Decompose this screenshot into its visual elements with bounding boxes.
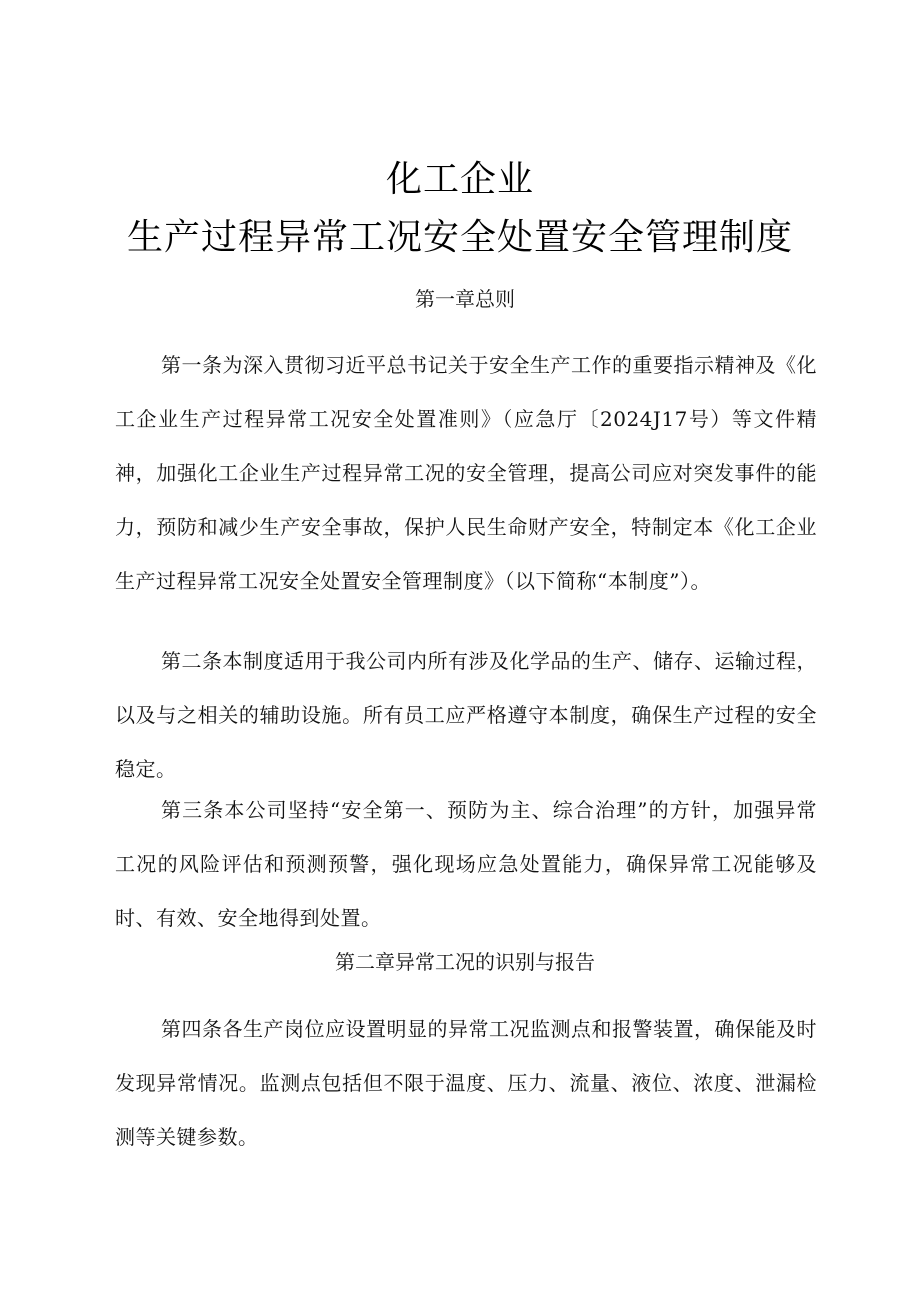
article-1: 第一条为深入贯彻习近平总书记关于安全生产工作的重要指示精神及《化工企业生产过程异常工况安全处置准则》（应急厅〔2024J17号）等文件精神，加强化工企业生产过程异常工况的安全管理，提高公司应对突发事件的能力，预防和减少生产安全事故，保护人民生命财产安全，特制定本《化工企业生产过程异常工况安全处置安全管理制度》（以下简称“本制度”）。 xyxy=(115,353,817,593)
document-title-line1: 化工企业 xyxy=(385,159,534,200)
chapter1-heading: 第一章总则 xyxy=(415,287,515,311)
chapter2-heading: 第二章异常工况的识别与报告 xyxy=(335,950,595,974)
article-4: 第四条各生产岗位应设置明显的异常工况监测点和报警装置，确保能及时发现异常情况。监测点包括但不限于温度、压力、流量、液位、浓度、泄漏检测等关键参数。 xyxy=(115,1017,817,1149)
article-2: 第二条本制度适用于我公司内所有涉及化学品的生产、储存、运输过程，以及与之相关的辅助设施。所有员工应严格遵守本制度，确保生产过程的安全稳定。 xyxy=(115,649,817,781)
article-3: 第三条本公司坚持“安全第一、预防为主、综合治理”的方针，加强异常工况的风险评估和预测预警，强化现场应急处置能力，确保异常工况能够及时、有效、安全地得到处置。 xyxy=(115,798,817,930)
document-title-line2: 生产过程异常工况安全处置安全管理制度 xyxy=(126,217,793,258)
